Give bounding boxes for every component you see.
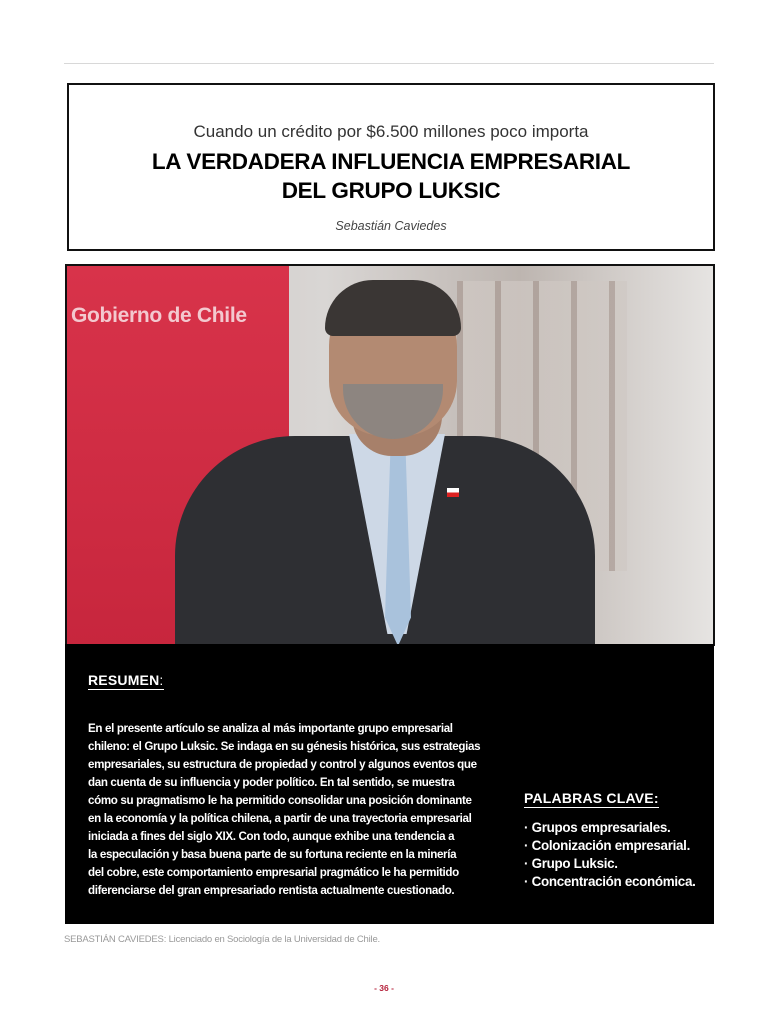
keyword-item: · Colonización empresarial. — [524, 838, 691, 853]
flag-pin-icon — [447, 488, 459, 497]
keywords-heading: PALABRAS CLAVE: — [524, 790, 659, 806]
author-footnote — [64, 934, 380, 945]
footnote-name: SEBASTIÁN CAVIEDES: — [64, 934, 167, 945]
keyword-item: · Grupo Luksic. — [524, 856, 618, 871]
resumen-line: diferenciarse del gran empresariado rentista actualmente cuestionado. — [88, 884, 455, 897]
resumen-line: en la economía y la política chilena, a partir de una trayectoria empresarial — [88, 812, 472, 825]
resumen-line: del cobre, este comportamiento empresarial pragmático le ha permitido — [88, 866, 459, 879]
title-line: LA VERDADERA INFLUENCIA EMPRESARIAL — [151, 149, 631, 174]
title-box — [67, 83, 715, 251]
resumen-line: iniciada a fines del siglo XIX. Con todo, aunque exhibe una tendencia a — [88, 830, 455, 843]
resumen-line: empresariales, su estructura de propiedad y control y algunos eventos que — [88, 758, 477, 771]
article-title — [69, 147, 713, 205]
abstract-box — [65, 644, 714, 924]
keyword-item: · Grupos empresariales. — [524, 820, 671, 835]
resumen-line: chileno: el Grupo Luksic. Se indaga en su génesis histórica, sus estrategias — [88, 740, 481, 753]
keywords-list — [524, 819, 696, 891]
resumen-text — [88, 720, 508, 900]
article-author: Sebastián Caviedes — [335, 219, 447, 233]
article-kicker: Cuando un crédito por $6.500 millones poco importa — [193, 122, 589, 141]
resumen-colon: : — [159, 672, 164, 688]
resumen-heading — [88, 672, 164, 690]
title-line: DEL GRUPO LUKSIC — [281, 178, 501, 203]
resumen-line: En el presente artículo se analiza al más importante grupo empresarial — [88, 722, 453, 735]
resumen-line: dan cuenta de su influencia y poder político. En tal sentido, se muestra — [88, 776, 455, 789]
top-rule — [64, 63, 714, 64]
resumen-line: la especulación y basa buena parte de su fortuna reciente en la minería — [88, 848, 457, 861]
resumen-heading-text: RESUMEN — [88, 672, 160, 688]
footnote-text: Licenciado en Sociología de la Universidad de Chile. — [166, 934, 380, 945]
article-photo — [65, 264, 715, 646]
sign-text: Gobierno de Chile — [71, 304, 247, 327]
keyword-item: · Concentración económica. — [524, 874, 696, 889]
resumen-line: cómo su pragmatismo le ha permitido consolidar una posición dominante — [88, 794, 472, 807]
page-number: - 36 - — [374, 983, 394, 993]
hair — [325, 280, 461, 336]
